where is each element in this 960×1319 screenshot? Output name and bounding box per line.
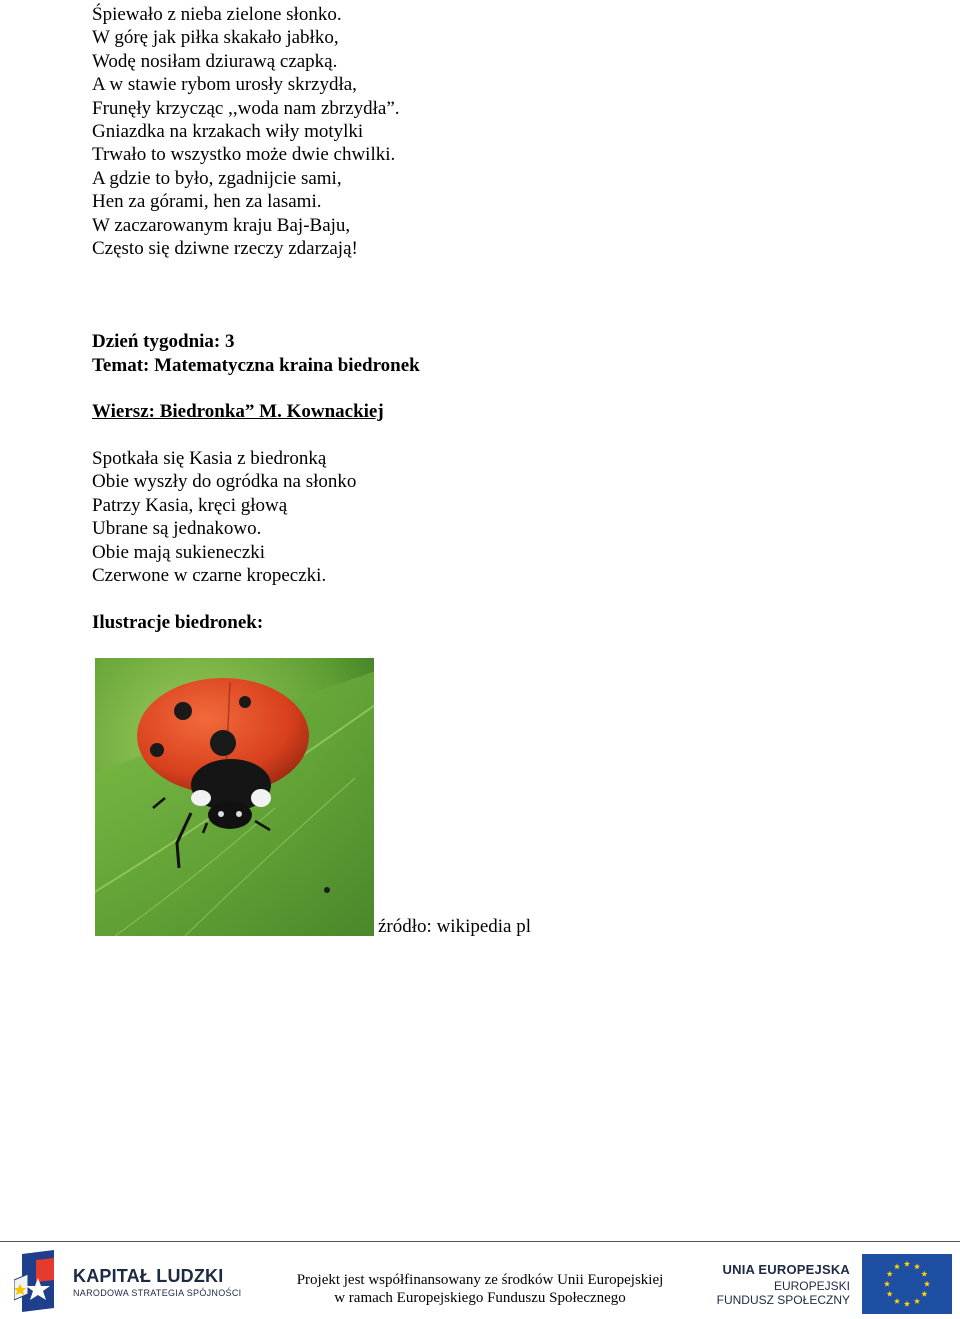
poem-title: Wiersz: Biedronka” M. Kownackiej <box>92 401 384 422</box>
eu-star <box>884 1281 890 1287</box>
poem-line: Ubrane są jednakowo. <box>92 518 262 540</box>
eu-star <box>921 1271 927 1277</box>
eu-star <box>904 1261 910 1267</box>
poem-line: Trwało to wszystko może dwie chwilki. <box>92 144 396 166</box>
eu-flag-icon <box>862 1254 952 1314</box>
poem-line: Czerwone w czarne kropeczki. <box>92 565 327 587</box>
poem-line: Obie mają sukieneczki <box>92 541 266 563</box>
poem-line: Spotkała się Kasia z biedronką <box>92 448 327 469</box>
poem-line: A w stawie rybom urosły skrzydła, <box>92 74 357 96</box>
eu-star <box>914 1263 920 1269</box>
poem-line: A gdzie to było, zgadnijcie sami, <box>92 167 342 189</box>
eu-star <box>894 1263 900 1269</box>
topic-heading: Temat: Matematyczna kraina biedronek <box>92 355 420 376</box>
poem-stanza <box>92 3 400 260</box>
eu-star <box>904 1301 910 1307</box>
poem-line: Frunęły krzycząc ,,woda nam zbrzydła”. <box>92 97 400 119</box>
funding-note-line: Projekt jest współfinansowany ze środków Unii Europejskiej <box>296 1272 664 1288</box>
eu-star <box>894 1298 900 1304</box>
poem-line: Patrzy Kasia, kręci głową <box>92 494 288 516</box>
poem-line: Śpiewało z nieba zielone słonko. <box>92 4 342 25</box>
eu-label-european: EUROPEJSKI <box>773 1279 850 1293</box>
eu-star <box>924 1281 930 1287</box>
eu-label-fund: FUNDUSZ SPOŁECZNY <box>716 1293 850 1307</box>
eu-fund-label <box>717 1262 850 1307</box>
poem-line: Wodę nosiłam dziurawą czapką. <box>92 50 338 72</box>
eu-label-union: UNIA EUROPEJSKA <box>722 1262 850 1277</box>
footer-divider <box>0 1241 960 1242</box>
day-heading: Dzień tygodnia: 3 <box>92 331 235 352</box>
eu-star <box>914 1298 920 1304</box>
eu-star <box>887 1271 893 1277</box>
funding-note <box>270 1271 690 1307</box>
poem-line: Gniazdka na krzakach wiły motylki <box>92 121 364 143</box>
poem-line: W górę jak piłka skakało jabłko, <box>92 27 339 49</box>
poem-ladybug <box>92 447 356 587</box>
poem-line: Hen za górami, hen za lasami. <box>92 191 322 213</box>
poem-line: Często się dziwne rzeczy zdarzają! <box>92 238 358 260</box>
funding-note-line: w ramach Europejskiego Funduszu Społecznego <box>334 1290 626 1306</box>
eu-star <box>921 1291 927 1297</box>
illustrations-heading: Ilustracje biedronek: <box>92 612 264 633</box>
kapital-ludzki-title: KAPITAŁ LUDZKI <box>73 1266 224 1286</box>
eu-star <box>887 1291 893 1297</box>
poem-line: W zaczarowanym kraju Baj-Baju, <box>92 214 351 236</box>
kapital-ludzki-subtitle: NARODOWA STRATEGIA SPÓJNOŚCI <box>73 1288 242 1298</box>
ladybug-photo <box>95 658 374 936</box>
image-source: źródło: wikipedia pl <box>378 916 532 937</box>
poem-line: Obie wyszły do ogródka na słonko <box>92 471 357 493</box>
